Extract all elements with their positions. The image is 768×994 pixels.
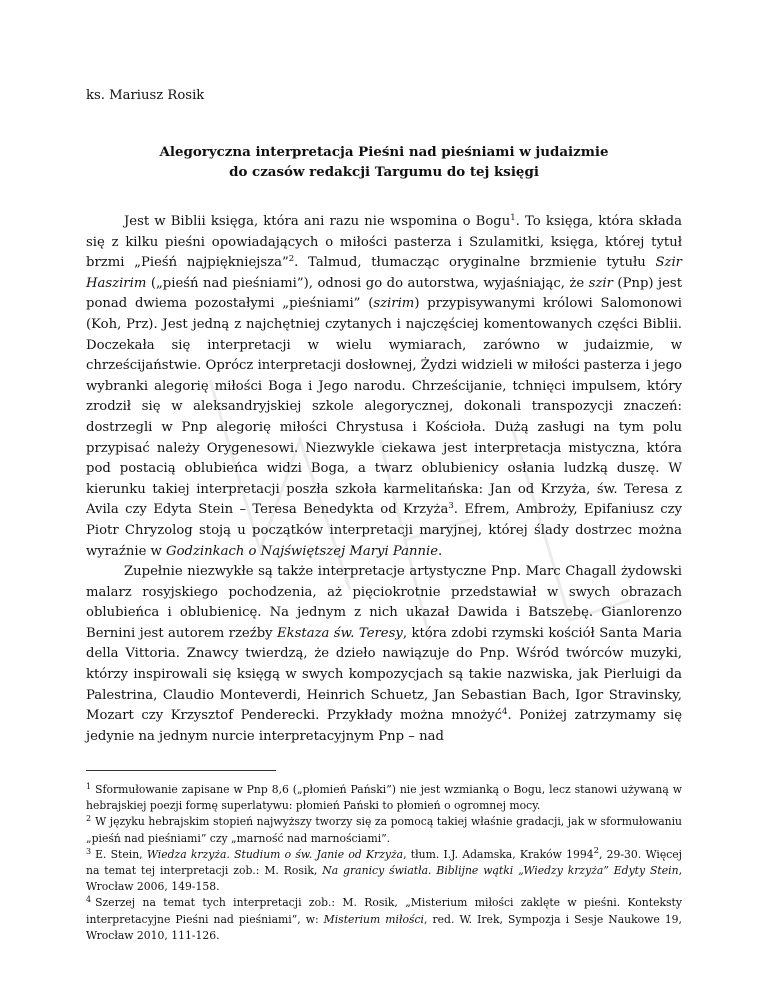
footnote-text: E. Stein, bbox=[95, 847, 147, 861]
footnotes bbox=[86, 782, 682, 944]
italic-text: Wiedza krzyża. Studium o św. Janie od Krzyża bbox=[146, 847, 404, 861]
footnote-text: W języku hebrajskim stopień najwyższy tworzy się za pomocą takiej właśnie gradacji, jak w sformułowaniu „pieśń nad pieśniami” czy „marność nad marnościami”. bbox=[86, 815, 682, 845]
text-run: . bbox=[438, 543, 443, 559]
footnote-text: , Wrocław 2006, 149-158. bbox=[86, 864, 682, 894]
footnote-number: 2 bbox=[86, 814, 92, 824]
footnote-2 bbox=[86, 814, 682, 846]
text-run: (Pnp) jest ponad dwiema pozostałymi „pieśniami” ( bbox=[86, 275, 682, 312]
footnote-text: Szerzej na temat tych interpretacji zob.: M. Rosik, „Misterium miłości zaklęte w pieśni. Konteksty interpretacyjne Pieśni nad pieśniami”, w: bbox=[86, 896, 682, 926]
edition-superscript: 2 bbox=[593, 845, 599, 856]
italic-text: Misterium miłości bbox=[323, 912, 425, 926]
footnote-number: 4 bbox=[86, 895, 92, 905]
footnote-ref[interactable]: 2 bbox=[288, 254, 295, 265]
italic-text: Ekstaza św. Teresy bbox=[277, 625, 403, 641]
text-run: . Talmud, tłumacząc oryginalne brzmienie tytułu bbox=[294, 255, 656, 271]
footnote-ref[interactable]: 1 bbox=[510, 213, 516, 223]
footnote-4 bbox=[86, 895, 682, 944]
italic-text: szir bbox=[588, 275, 613, 291]
paragraph-2 bbox=[86, 562, 682, 747]
italic-text: szirim bbox=[373, 296, 415, 312]
footnote-ref[interactable]: 4 bbox=[502, 707, 508, 718]
footnote-text: Sformułowanie zapisane w Pnp 8,6 („płomień Pański”) nie jest wzmianką o Bogu, lecz stanowi używaną w hebrajskiej poezji formę superlatywu: płomień Pański to płomień o ogromnej mocy. bbox=[86, 783, 682, 813]
italic-text: Na granicy światła. Biblijne wątki „Wiedzy krzyża” Edyty Stein bbox=[322, 864, 679, 878]
italic-text: Godzinkach o Najświętszej Maryi Pannie bbox=[166, 543, 439, 559]
article-title bbox=[86, 142, 682, 182]
footnote-separator bbox=[86, 770, 276, 771]
article-body bbox=[86, 212, 682, 747]
text-run: ) przypisywanymi królowi Salomonowi (Koh, Prz). Jest jedną z najchętniej czytanych i najczęściej komentowanych części Biblii. Doczekała się interpretacji w wielu wymiarach, zarówno w judaizmie, w chrześcijaństwie. Oprócz interpretacji dosłownej, Żydzi widzieli w miłości pasterza i jego wybranki alegorię miłości Boga i Jego narodu. Chrześcijanie, tchnięci impulsem, który zrodził się w aleksandryjskiej szkole alegorycznej, dokonali transpozycji znaczeń: dostrzegli w Pnp alegorię miłości Chrystusa i Kościoła. Dużą zasługi na tym polu przypisać należy Orygenesowi. Niezwykle ciekawa jest interpretacja mistyczna, która pod postacią oblubieńca widzi Boga, a twarz oblubienicy osłania ludzką duszę. W kierunku takiej interpretacji poszła szkoła karmelitańska: Jan od Krzyża, św. Teresa z Avila czy Edyta Stein – Teresa Benedykta od Krzyża bbox=[86, 296, 682, 518]
text-run: . Efrem, Ambroży, Epifaniusz czy Piotr Chryzolog stoją u początków interpretacji maryjnej, której ślady dostrzec można wyraźnie w bbox=[86, 502, 682, 559]
footnote-3 bbox=[86, 847, 682, 896]
text-run: . Poniżej zatrzymamy się jedynie na jednym nurcie interpretacyjnym Pnp – nad bbox=[86, 708, 683, 744]
text-run: Zupełnie niezwykłe są także interpretacje artystyczne Pnp. Marc Chagall żydowski malarz rosyjskiego pochodzenia, aż pięciokrotnie przedstawiał w swych obrazach oblubieńca i oblubienicę. Na jednym z nich ukazał Dawida i Batszebę. Gianlorenzo Bernini jest autorem rzeźby bbox=[86, 564, 682, 641]
italic-text: Szir Haszirim bbox=[86, 255, 682, 291]
footnote-number: 3 bbox=[86, 846, 92, 856]
footnote-number: 1 bbox=[86, 782, 92, 791]
footnote-1 bbox=[86, 782, 682, 814]
footnote-text: , tłum. I.J. Adamska, Kraków 1994 bbox=[403, 847, 594, 861]
text-run: . To księga, która składa się z kilku pieśni opowiadających o miłości pasterza i Szulamitki, księga, której tytuł brzmi „Pieśń najpiękniejsza” bbox=[86, 214, 682, 271]
footnote-text: , red. W. Irek, Sympozja i Sesje Naukowe 19, Wrocław 2010, 111-126. bbox=[86, 912, 682, 942]
text-run: („pieśń nad pieśniami”), odnosi go do autorstwa, wyjaśniając, że bbox=[146, 275, 589, 291]
footnote-ref[interactable]: 3 bbox=[448, 501, 454, 512]
title-line-2: do czasów redakcji Targumu do tej księgi bbox=[229, 164, 539, 180]
text-run: , która zdobi rzymski kościół Santa Maria della Vittoria. Znawcy twierdzą, że dzieło nawiązuje do Pnp. Wśród twórców muzyki, którzy inspirowali się księgą w swych kompozycjach są takie nazwiska, jak Pierluigi da Palestrina, Claudio Monteverdi, Heinrich Schuetz, Jan Sebastian Bach, Igor Stravinsky, Mozart czy Krzysztof Penderecki. Przykłady można mnożyć bbox=[86, 625, 682, 724]
footnote-text: , 29-30. Więcej na temat tej interpretacji zob.: M. Rosik, bbox=[86, 847, 682, 878]
paragraph-1 bbox=[86, 212, 682, 562]
title-line-1: Alegoryczna interpretacja Pieśni nad pieśniami w judaizmie bbox=[159, 144, 609, 160]
text-run: Jest w Biblii księga, która ani razu nie wspomina o Bogu bbox=[124, 214, 511, 229]
author-name: ks. Mariusz Rosik bbox=[86, 88, 205, 103]
